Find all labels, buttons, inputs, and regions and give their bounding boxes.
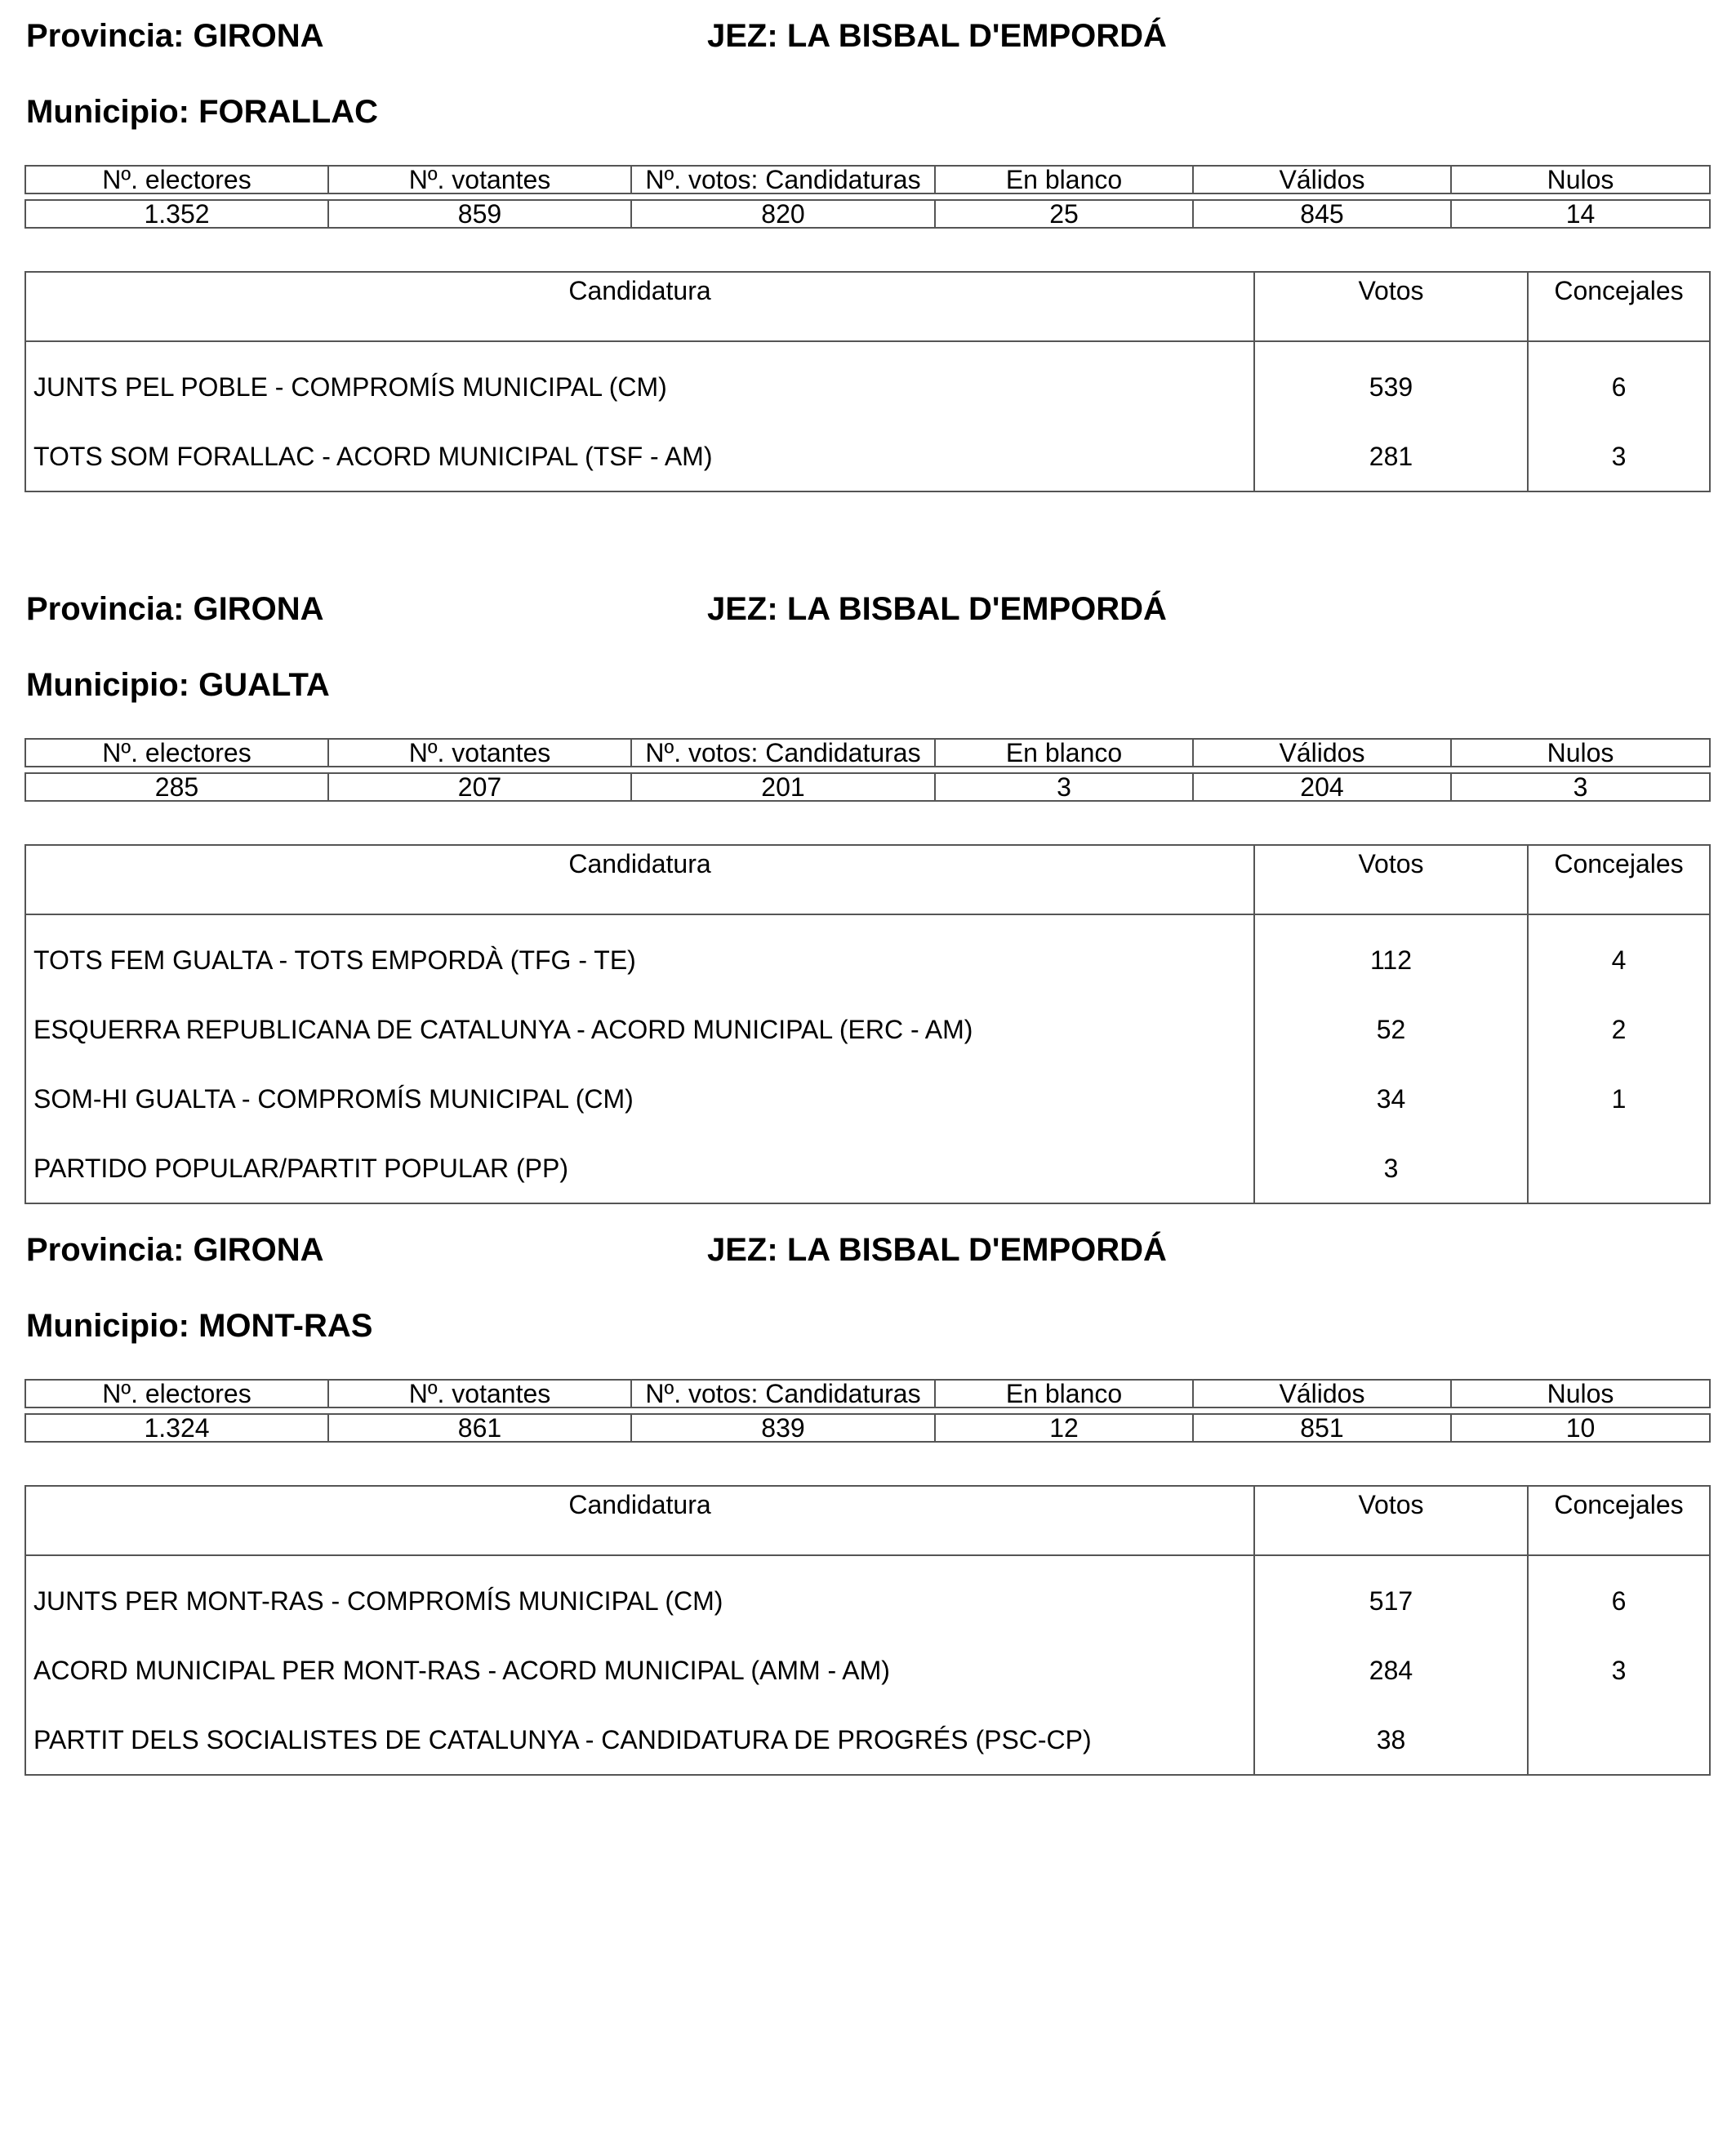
candidatura-votos: 539 xyxy=(1254,341,1528,421)
stats-header: Nulos xyxy=(1451,739,1710,767)
stats-header: Nº. votantes xyxy=(328,739,631,767)
provincia-heading: Provincia: GIRONA xyxy=(26,18,324,54)
candidatura-row xyxy=(25,914,1710,994)
candidatura-concejales: 6 xyxy=(1528,341,1710,421)
concejales-header: Concejales xyxy=(1528,845,1710,914)
stats-value: 861 xyxy=(328,1414,631,1442)
stats-header: En blanco xyxy=(935,166,1193,193)
stats-header: Nº. electores xyxy=(25,739,328,767)
municipio-heading: Municipio: MONT-RAS xyxy=(26,1308,373,1344)
stats-header: Nº. votos: Candidaturas xyxy=(631,166,935,193)
candidatura-row xyxy=(25,421,1710,491)
candidatura-name: TOTS FEM GUALTA - TOTS EMPORDÀ (TFG - TE) xyxy=(33,945,636,975)
stats-value-row xyxy=(25,200,1710,228)
stats-value: 845 xyxy=(1193,200,1451,228)
stats-value: 14 xyxy=(1451,200,1710,228)
stats-header-row xyxy=(25,739,1710,767)
candidatura-row xyxy=(25,341,1710,421)
stats-value: 3 xyxy=(935,773,1193,801)
candidatura-row xyxy=(25,994,1710,1064)
votos-header: Votos xyxy=(1254,272,1528,341)
stats-value: 204 xyxy=(1193,773,1451,801)
candidaturas-table xyxy=(24,844,1711,1204)
stats-table xyxy=(24,1379,1711,1443)
candidaturas-table xyxy=(24,271,1711,492)
stats-header: Válidos xyxy=(1193,1380,1451,1407)
stats-value: 1.352 xyxy=(25,200,328,228)
stats-header: Nulos xyxy=(1451,166,1710,193)
stats-header: Nº. votantes xyxy=(328,1380,631,1407)
concejales-header: Concejales xyxy=(1528,272,1710,341)
stats-header: Nulos xyxy=(1451,1380,1710,1407)
stats-value-row xyxy=(25,1414,1710,1442)
candidaturas-table xyxy=(24,1485,1711,1776)
stats-value: 820 xyxy=(631,200,935,228)
stats-value-row xyxy=(25,773,1710,801)
stats-header: Nº. votos: Candidaturas xyxy=(631,739,935,767)
candidatura-votos: 284 xyxy=(1254,1635,1528,1705)
candidatura-votos: 517 xyxy=(1254,1555,1528,1635)
candidaturas-header-row xyxy=(25,272,1710,341)
municipio-section-forallac xyxy=(0,0,1736,653)
candidaturas-header-row xyxy=(25,1486,1710,1555)
candidatura-concejales: 3 xyxy=(1528,1635,1710,1705)
stats-value: 25 xyxy=(935,200,1193,228)
candidatura-name: SOM-HI GUALTA - COMPROMÍS MUNICIPAL (CM) xyxy=(33,1083,634,1114)
candidatura-votos: 281 xyxy=(1254,421,1528,491)
stats-value: 12 xyxy=(935,1414,1193,1442)
candidatura-header: Candidatura xyxy=(25,845,1254,914)
candidatura-name: ACORD MUNICIPAL PER MONT-RAS - ACORD MUNICIPAL (AMM - AM) xyxy=(33,1655,890,1685)
candidatura-row xyxy=(25,1635,1710,1705)
candidatura-votos: 52 xyxy=(1254,994,1528,1064)
stats-header: Nº. electores xyxy=(25,1380,328,1407)
candidatura-concejales: 4 xyxy=(1528,914,1710,994)
candidatura-concejales: 3 xyxy=(1528,421,1710,491)
candidatura-concejales xyxy=(1528,1133,1710,1203)
candidatura-header: Candidatura xyxy=(25,272,1254,341)
stats-value: 285 xyxy=(25,773,328,801)
candidatura-votos: 3 xyxy=(1254,1133,1528,1203)
stats-header-row xyxy=(25,1380,1710,1407)
stats-header-row xyxy=(25,166,1710,193)
candidaturas-header-row xyxy=(25,845,1710,914)
stats-table xyxy=(24,165,1711,229)
stats-header: Válidos xyxy=(1193,739,1451,767)
municipio-heading: Municipio: GUALTA xyxy=(26,667,330,703)
provincia-heading: Provincia: GIRONA xyxy=(26,1232,324,1268)
municipio-heading: Municipio: FORALLAC xyxy=(26,94,379,130)
candidatura-name: ESQUERRA REPUBLICANA DE CATALUNYA - ACORD MUNICIPAL (ERC - AM) xyxy=(33,1014,973,1044)
candidatura-votos: 34 xyxy=(1254,1064,1528,1133)
provincia-heading: Provincia: GIRONA xyxy=(26,591,324,627)
stats-header: Nº. votantes xyxy=(328,166,631,193)
candidatura-header: Candidatura xyxy=(25,1486,1254,1555)
votos-header: Votos xyxy=(1254,1486,1528,1555)
candidatura-name: JUNTS PER MONT-RAS - COMPROMÍS MUNICIPAL (CM) xyxy=(33,1585,723,1616)
candidatura-row xyxy=(25,1705,1710,1775)
jez-heading: JEZ: LA BISBAL D'EMPORDÁ xyxy=(707,18,1167,54)
concejales-header: Concejales xyxy=(1528,1486,1710,1555)
municipio-section-gualta xyxy=(0,573,1736,1226)
stats-value: 859 xyxy=(328,200,631,228)
stats-value: 1.324 xyxy=(25,1414,328,1442)
jez-heading: JEZ: LA BISBAL D'EMPORDÁ xyxy=(707,1232,1167,1268)
stats-value: 201 xyxy=(631,773,935,801)
stats-header: Nº. votos: Candidaturas xyxy=(631,1380,935,1407)
candidatura-row xyxy=(25,1555,1710,1635)
candidatura-votos: 112 xyxy=(1254,914,1528,994)
candidatura-votos: 38 xyxy=(1254,1705,1528,1775)
votos-header: Votos xyxy=(1254,845,1528,914)
stats-value: 839 xyxy=(631,1414,935,1442)
candidatura-name: TOTS SOM FORALLAC - ACORD MUNICIPAL (TSF - AM) xyxy=(33,441,713,471)
candidatura-concejales xyxy=(1528,1705,1710,1775)
jez-heading: JEZ: LA BISBAL D'EMPORDÁ xyxy=(707,591,1167,627)
candidatura-row xyxy=(25,1133,1710,1203)
stats-header: Nº. electores xyxy=(25,166,328,193)
candidatura-concejales: 6 xyxy=(1528,1555,1710,1635)
stats-value: 207 xyxy=(328,773,631,801)
stats-header: En blanco xyxy=(935,739,1193,767)
stats-value: 851 xyxy=(1193,1414,1451,1442)
municipio-section-mont-ras xyxy=(0,1214,1736,1867)
stats-header: Válidos xyxy=(1193,166,1451,193)
stats-value: 3 xyxy=(1451,773,1710,801)
candidatura-concejales: 1 xyxy=(1528,1064,1710,1133)
stats-table xyxy=(24,738,1711,802)
candidatura-concejales: 2 xyxy=(1528,994,1710,1064)
candidatura-name: PARTIT DELS SOCIALISTES DE CATALUNYA - CANDIDATURA DE PROGRÉS (PSC-CP) xyxy=(33,1724,1092,1754)
stats-value: 10 xyxy=(1451,1414,1710,1442)
candidatura-row xyxy=(25,1064,1710,1133)
candidatura-name: JUNTS PEL POBLE - COMPROMÍS MUNICIPAL (CM) xyxy=(33,371,667,402)
stats-header: En blanco xyxy=(935,1380,1193,1407)
candidatura-name: PARTIDO POPULAR/PARTIT POPULAR (PP) xyxy=(33,1153,568,1183)
